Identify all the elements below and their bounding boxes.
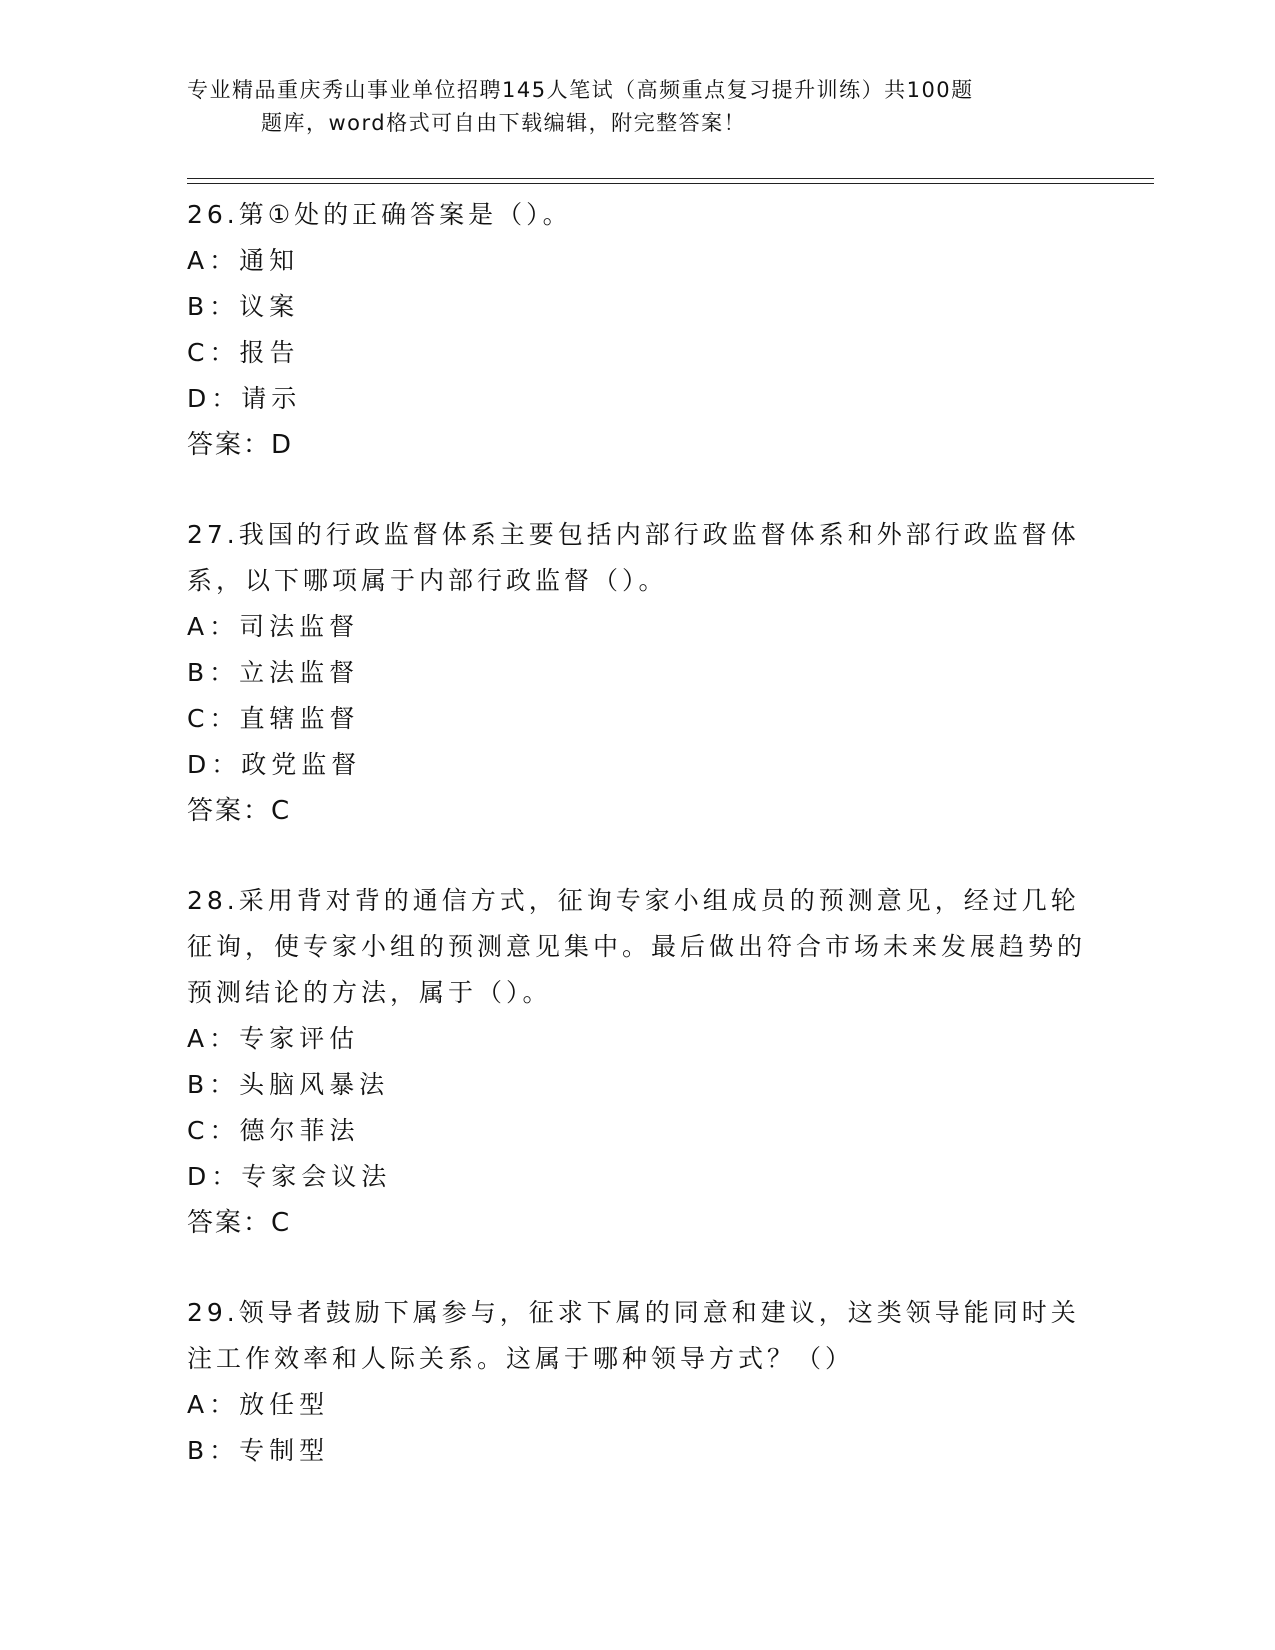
question-list <box>187 192 1087 1518</box>
question-28 <box>187 878 1087 1246</box>
option-a: A：司法监督 <box>187 612 360 641</box>
option-a: A：专家评估 <box>187 1024 360 1053</box>
header-divider-bottom <box>187 183 1154 184</box>
question-stem: 26.第①处的正确答案是（）。 <box>187 200 572 229</box>
option-d: D：政党监督 <box>187 750 362 779</box>
option-d: D：专家会议法 <box>187 1162 392 1191</box>
header-title-line-2: 题库，word格式可自由下载编辑，附完整答案！ <box>261 111 747 135</box>
option-b: B：立法监督 <box>187 658 360 687</box>
option-b: B：专制型 <box>187 1436 330 1465</box>
answer-line: 答案：C <box>187 796 292 826</box>
option-b: B：议案 <box>187 292 300 321</box>
option-b: B：头脑风暴法 <box>187 1070 390 1099</box>
question-27 <box>187 512 1087 834</box>
option-d: D：请示 <box>187 384 302 413</box>
question-stem: 29.领导者鼓励下属参与，征求下属的同意和建议，这类领导能同时关注工作效率和人际关系。这属于哪种领导方式？（） <box>187 1298 1080 1373</box>
question-stem: 28.采用背对背的通信方式，征询专家小组成员的预测意见，经过几轮征询，使专家小组的预测意见集中。最后做出符合市场未来发展趋势的预测结论的方法，属于（）。 <box>187 886 1087 1007</box>
option-a: A：放任型 <box>187 1390 330 1419</box>
option-c: C：德尔菲法 <box>187 1116 360 1145</box>
option-c: C：直辖监督 <box>187 704 360 733</box>
option-a: A：通知 <box>187 246 300 275</box>
header-title-line-1: 专业精品重庆秀山事业单位招聘145人笔试（高频重点复习提升训练）共100题 <box>187 78 974 102</box>
question-29 <box>187 1290 1087 1474</box>
question-stem: 27.我国的行政监督体系主要包括内部行政监督体系和外部行政监督体系，以下哪项属于内部行政监督（）。 <box>187 520 1080 595</box>
option-c: C：报告 <box>187 338 300 367</box>
header-divider-top <box>187 178 1154 179</box>
answer-line: 答案：D <box>187 430 294 460</box>
answer-line: 答案：C <box>187 1208 292 1238</box>
question-26 <box>187 192 1087 468</box>
